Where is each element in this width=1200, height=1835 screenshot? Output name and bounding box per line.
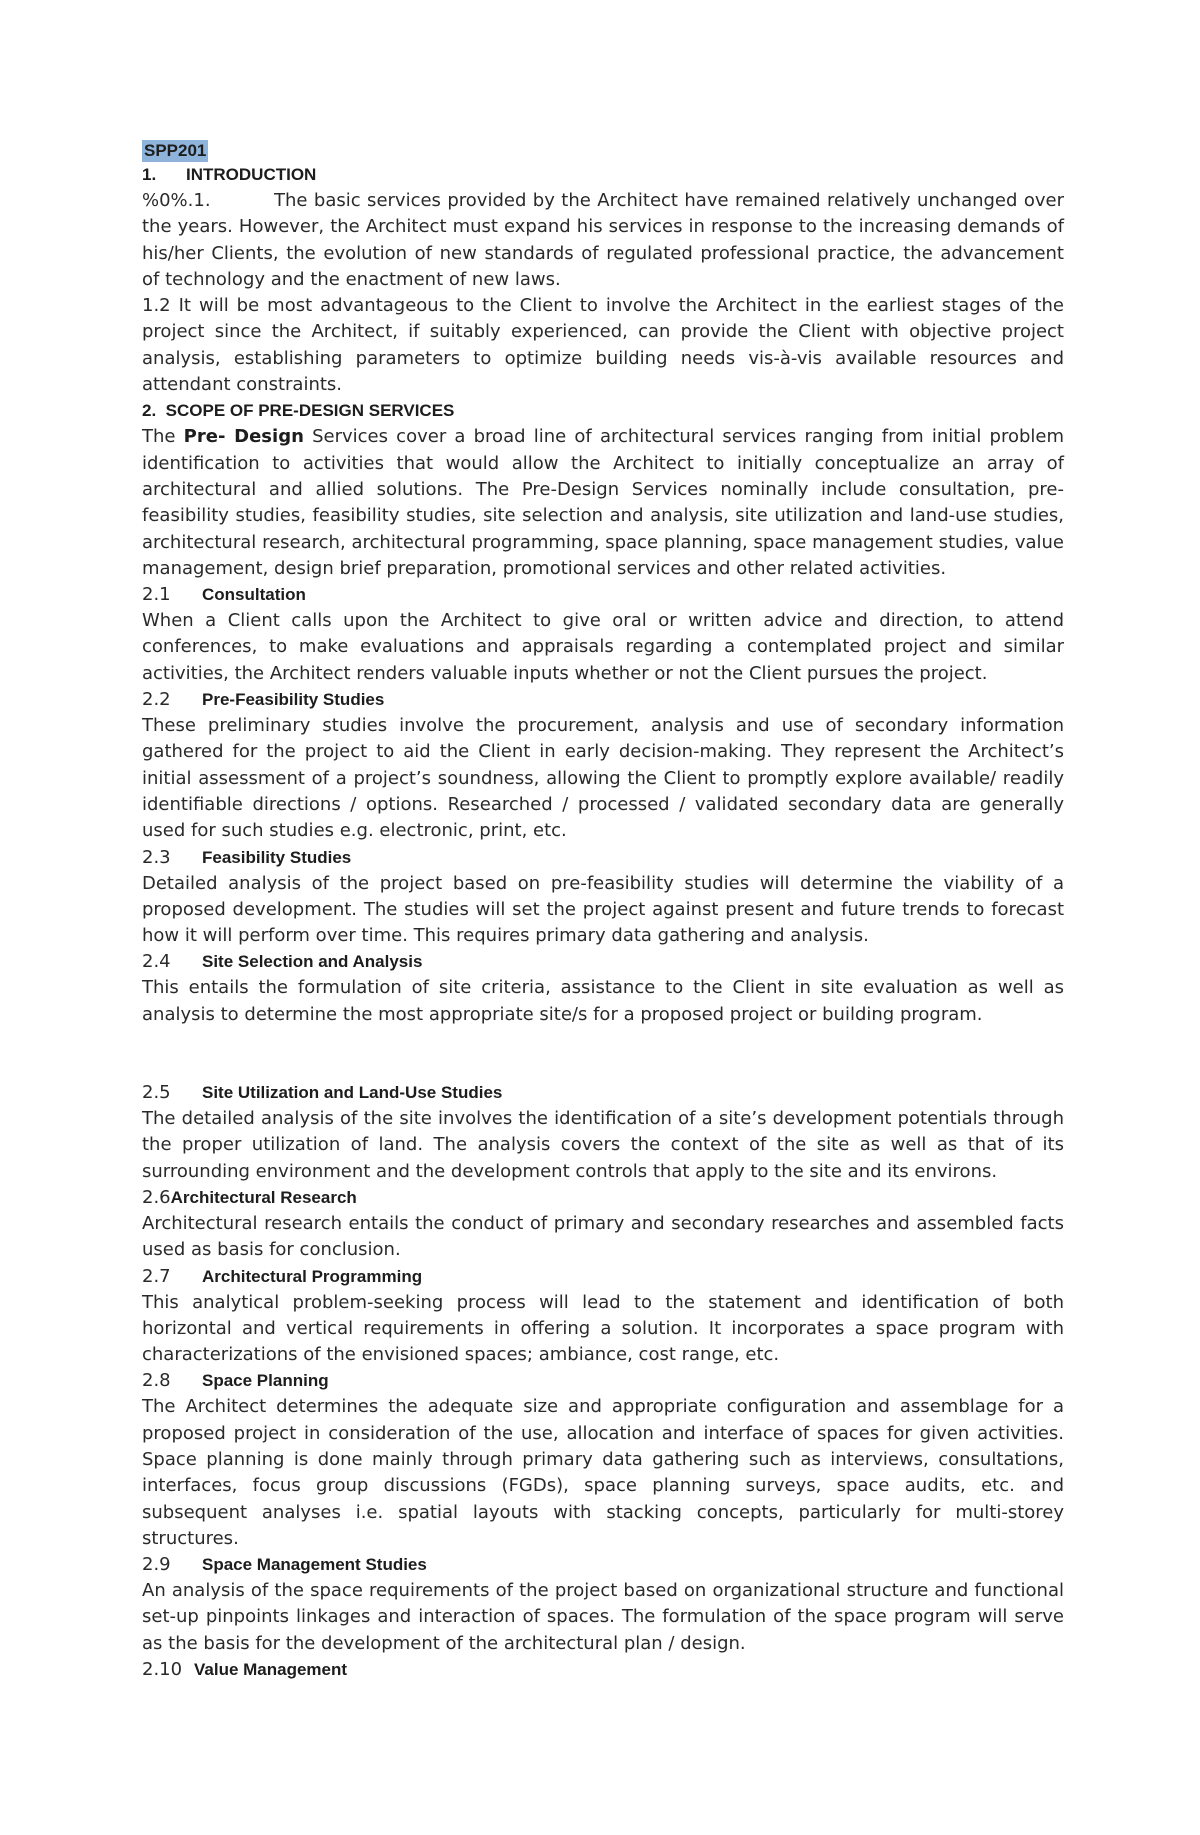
subsection-heading (142, 1552, 1064, 1578)
subsection-body: When a Client calls upon the Architect to give oral or written advice and direction, to attend conferences, to make evaluations and appraisals regarding a contemplated project and similar activities, the Architect renders valuable inputs whether or not the Client pursues the project. (142, 610, 1064, 684)
subsection-heading (142, 1264, 1064, 1290)
subsection-number: 2.5 (142, 1082, 171, 1104)
subsection-body: Detailed analysis of the project based on pre-feasibility studies will determine the viability of a proposed development. The studies will set the project against present and future trends to forecast how it will perform over time. This requires primary data gathering and analysis. (142, 872, 1064, 947)
section-1-title: INTRODUCTION (186, 165, 317, 184)
subsection-body: The Architect determines the adequate size and appropriate configuration and assemblage for a proposed project in consideration of the use, allocation and interface of spaces for given activities. Space planning is done mainly through primary data gathering such as interviews, consultations, interfaces, focus group discussions (FGDs), space planning surveys, space audits, etc. and subsequent analyses i.e. spatial layouts with stacking concepts, particularly for multi-storey structures. (142, 1396, 1064, 1549)
subsection-number: 2.4 (142, 951, 171, 973)
section-2-intro (142, 424, 1064, 582)
section-1-number: 1. (142, 165, 157, 184)
subsection-number: 2.2 (142, 689, 171, 711)
section-1-paragraph-1 (142, 188, 1064, 293)
subsection-number: 2.10 (142, 1659, 183, 1681)
subsection-heading (142, 1368, 1064, 1394)
subsection-heading (142, 687, 1064, 713)
document-id-line (142, 140, 1064, 162)
subsection-body: An analysis of the space requirements of the project based on organizational structure and functional set-up pinpoints linkages and interaction of spaces. The formulation of the space program will serve as the basis for the development of the architectural plan / design. (142, 1580, 1064, 1654)
section-1-paragraph-2: 1.2 It will be most advantageous to the Client to involve the Architect in the earliest stages of the project since the Architect, if suitably experienced, can provide the Client with objective project analysis, establishing parameters to optimize building needs vis-à-vis available resources and attendant constraints. (142, 295, 1064, 396)
subsection-title: Pre-Feasibility Studies (202, 690, 385, 710)
section-2-title: SCOPE OF PRE-DESIGN SERVICES (165, 401, 455, 421)
section-2-heading (142, 398, 1064, 424)
section-1-heading (142, 162, 1064, 188)
subsection-number: 2.9 (142, 1554, 171, 1576)
subsection-title: Feasibility Studies (202, 847, 352, 867)
subsection-title: Architectural Research (170, 1187, 357, 1207)
document-page (142, 140, 1064, 1683)
document-id-highlighted[interactable]: SPP201 (144, 141, 207, 160)
subsection-title: Consultation (202, 585, 306, 605)
section-2-number: 2. (142, 401, 157, 421)
paragraph-1-number: %0%.1. (142, 190, 211, 211)
intro-text-start: The (142, 426, 184, 448)
subsection-number: 2.6 (142, 1186, 171, 1208)
subsection-number: 2.7 (142, 1265, 171, 1287)
subsection-title: Space Planning (202, 1371, 329, 1391)
subsection-body: This entails the formulation of site criteria, assistance to the Client in site evaluation as well as analysis to determine the most appropriate site/s for a proposed project or building program. (142, 977, 1064, 1025)
subsection-body: These preliminary studies involve the procurement, analysis and use of secondary information gathered for the project to aid the Client in early decision-making. They represent the Architect’s initial assessment of a project’s soundness, allowing the Client to promptly explore available/ readily identifiable directions / options. Researched / processed / validated secondary data are generally used for such studies e.g. electronic, print, etc. (142, 715, 1064, 842)
intro-bold-term: Pre- Design (183, 426, 304, 448)
subsection-heading (142, 582, 1064, 608)
subsection-heading (142, 845, 1064, 871)
subsection-title: Architectural Programming (202, 1266, 423, 1286)
subsection-title: Site Selection and Analysis (202, 952, 423, 972)
subsection-body: This analytical problem-seeking process will lead to the statement and identification of both horizontal and vertical requirements in offering a solution. It incorporates a space program with characterizations of the envisioned spaces; ambiance, cost range, etc. (142, 1291, 1064, 1366)
subsection-number: 2.3 (142, 846, 171, 868)
subsection-heading (142, 1185, 1064, 1211)
subsection-title: Space Management Studies (202, 1555, 427, 1575)
subsection-number: 2.1 (142, 584, 171, 606)
subsection-heading (142, 949, 1064, 975)
paragraph-1-text: The basic services provided by the Architect have remained relatively unchanged over the years. However, the Architect must expand his services in response to the increasing demands of his/her Clients, the evolution of new standards of regulated professional practice, the advancement of technology and the enactment of new laws. (142, 190, 1064, 290)
subsection-number: 2.8 (142, 1370, 171, 1392)
subsection-body: The detailed analysis of the site involves the identification of a site’s development potentials through the proper utilization of land. The analysis covers the context of the site as well as that of its surrounding environment and the development controls that apply to the site and its environs. (142, 1108, 1064, 1182)
intro-text-rest: Services cover a broad line of architectural services ranging from initial problem identification to activities that would allow the Architect to initially conceptualize an array of architectural and allied solutions. The Pre-Design Services nominally include consultation, pre-feasibility studies, feasibility studies, site selection and analysis, site utilization and land-use studies, architectural research, architectural programming, space planning, space management studies, value management, design brief preparation, promotional services and other related activities. (142, 426, 1064, 579)
subsection-body: Architectural research entails the conduct of primary and secondary researches and assembled facts used as basis for conclusion. (142, 1212, 1064, 1261)
subsection-heading (142, 1657, 1064, 1683)
subsection-title: Site Utilization and Land-Use Studies (202, 1083, 503, 1103)
page-gap (142, 1028, 1064, 1080)
subsection-title: Value Management (194, 1660, 348, 1680)
subsection-heading (142, 1080, 1064, 1106)
